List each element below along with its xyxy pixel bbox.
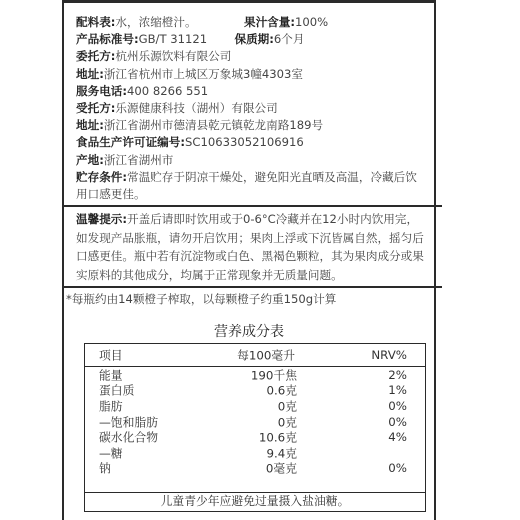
nutrient-name: 蛋白质 bbox=[99, 383, 135, 398]
nutrient-amount: 10.6克 bbox=[258, 430, 297, 445]
hotline-label: 服务电话: bbox=[76, 83, 128, 98]
warning-label: 温馨提示: bbox=[76, 212, 128, 227]
table-row bbox=[85, 461, 425, 477]
origin-row bbox=[76, 152, 428, 169]
table-row bbox=[85, 429, 425, 445]
nutrient-name: 碳水化合物 bbox=[99, 430, 158, 445]
product-info bbox=[66, 14, 428, 308]
nutrition-title: 营养成分表 bbox=[214, 324, 284, 340]
shelf-life-value: 6个月 bbox=[273, 32, 305, 47]
entrusting-party-row bbox=[76, 48, 428, 65]
section-divider-2 bbox=[62, 286, 442, 288]
header-nrv: NRV% bbox=[371, 348, 407, 362]
entrusted-party-value: 乐源健康科技（湖州）有限公司 bbox=[115, 101, 278, 116]
ingredients-row bbox=[76, 14, 428, 31]
nutrient-name: 能量 bbox=[99, 368, 123, 383]
table-row bbox=[85, 367, 425, 383]
storage-row bbox=[76, 169, 428, 203]
entrusting-address-value: 浙江省杭州市上城区万象城3幢4303室 bbox=[103, 66, 304, 81]
storage-value: 常温贮存于阴凉干燥处，避免阳光直晒及高温，冷藏后饮用口感更佳。 bbox=[76, 169, 417, 202]
table-row bbox=[85, 414, 425, 430]
nutrient-nrv: 1% bbox=[388, 383, 407, 398]
nutrition-footer: 儿童青少年应避免过量摄入盐油糖。 bbox=[84, 493, 426, 512]
storage-label: 贮存条件: bbox=[76, 169, 128, 184]
hotline-row bbox=[76, 83, 428, 100]
license-label: 食品生产许可证编号: bbox=[76, 135, 185, 150]
section-divider bbox=[62, 205, 442, 207]
entrusted-party-label: 受托方: bbox=[76, 101, 116, 116]
entrusted-party-row bbox=[76, 100, 428, 117]
license-value: SC10633052106916 bbox=[184, 135, 304, 150]
entrusted-address-row bbox=[76, 117, 428, 134]
entrusting-party-value: 杭州乐源饮料有限公司 bbox=[115, 49, 232, 64]
footnote: *每瓶约由14颗橙子榨取，以每颗橙子约重150g计算 bbox=[66, 292, 337, 307]
origin-value: 浙江省湖州市 bbox=[103, 152, 174, 167]
header-item: 项目 bbox=[99, 348, 123, 363]
top-rule bbox=[62, 0, 436, 3]
entrusted-address-value: 浙江省湖州市德清县乾元镇乾龙南路189号 bbox=[103, 118, 324, 133]
table-row bbox=[85, 398, 425, 414]
nutrient-name: 钠 bbox=[99, 461, 111, 476]
origin-label: 产地: bbox=[76, 152, 104, 167]
entrusting-address-label: 地址: bbox=[76, 66, 104, 81]
nutrition-table bbox=[84, 343, 426, 493]
license-row bbox=[76, 134, 428, 151]
nutrient-nrv: 2% bbox=[388, 367, 407, 382]
nutrient-amount: 0毫克 bbox=[265, 461, 297, 476]
nutrition-header-row bbox=[85, 344, 425, 367]
ingredients-value: 水，浓缩橙汁。 bbox=[115, 15, 197, 29]
nutrient-amount: 0.6克 bbox=[266, 383, 297, 398]
juice-content-value: 100% bbox=[294, 15, 329, 29]
warning-value: 开盖后请即时饮用或于0-6°C冷藏并在12小时内饮用完，如发现产品胀瓶，请勿开启饮用；果肉上浮或下沉皆属自然，摇匀后口感更佳。瓶中若有沉淀物或白色、黑褐色颗粒，其为果肉成分或果实原料的其他成分，均属于正常现象并无质量问题。 bbox=[76, 212, 424, 282]
nutrient-amount: 0克 bbox=[277, 399, 297, 414]
standard-row bbox=[76, 31, 428, 48]
entrusting-party-label: 委托方: bbox=[76, 49, 116, 64]
standard-value: GB/T 31121 bbox=[138, 32, 208, 47]
entrusting-address-row bbox=[76, 66, 428, 83]
nutrient-nrv: 0% bbox=[388, 461, 407, 476]
nutrient-nrv: 0% bbox=[388, 398, 407, 413]
shelf-life-label: 保质期: bbox=[234, 32, 274, 47]
nutrient-amount: 0克 bbox=[277, 415, 297, 430]
nutrient-name: 脂肪 bbox=[99, 399, 123, 414]
nutrient-nrv: 0% bbox=[388, 414, 407, 429]
nutrient-amount: 9.4克 bbox=[266, 446, 297, 461]
table-row bbox=[85, 445, 425, 461]
nutrient-name: —糖 bbox=[99, 446, 123, 461]
warning-row bbox=[76, 210, 428, 284]
standard-label: 产品标准号: bbox=[76, 32, 139, 47]
table-row bbox=[85, 383, 425, 399]
ingredients-label: 配料表: bbox=[76, 15, 116, 29]
header-per-100ml: 每100毫升 bbox=[237, 348, 295, 363]
nutrient-nrv: 4% bbox=[388, 430, 407, 445]
nutrient-name: —饱和脂肪 bbox=[99, 415, 158, 430]
juice-content-label: 果汁含量: bbox=[243, 15, 295, 29]
nutrient-amount: 190千焦 bbox=[250, 368, 297, 383]
entrusted-address-label: 地址: bbox=[76, 118, 104, 133]
hotline-value: 400 8266 551 bbox=[127, 83, 209, 98]
